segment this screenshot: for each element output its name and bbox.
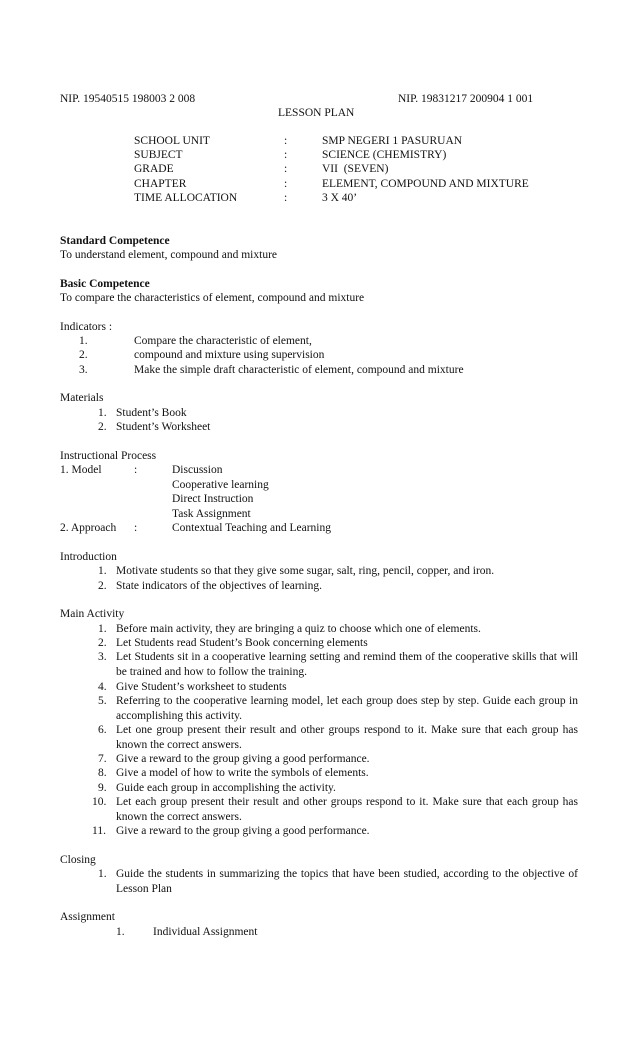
main-num: 8. [98,767,107,779]
model-item: Direct Instruction [172,493,254,505]
info-sep: : [284,135,288,147]
main-text: Give a model of how to write the symbols of elements. [116,767,369,779]
indicator-num: 3. [79,364,88,376]
main-num: 5. [98,695,107,707]
page-title: LESSON PLAN [278,107,355,119]
main-text: Give Student’s worksheet to students [116,681,287,693]
info-value-chapter: ELEMENT, COMPOUND AND MIXTURE [322,178,529,190]
intro-num: 1. [98,565,107,577]
basic-heading: Basic Competence [60,278,150,290]
closing-text: Guide the students in summarizing the topics that have been studied, according to the objective of Lesson Plan [116,868,578,895]
indicator-num: 1. [79,335,88,347]
main-num: 2. [98,637,107,649]
info-sep: : [284,178,288,190]
info-sep: : [284,192,288,204]
info-value-school-unit: SMP NEGERI 1 PASURUAN [322,135,463,147]
assignment-num: 1. [116,926,125,938]
closing-heading: Closing [60,854,96,866]
main-text: Let Students read Student’s Book concerning elements [116,637,368,649]
approach-value: Contextual Teaching and Learning [172,522,331,534]
model-item: Task Assignment [172,508,251,520]
nip-right: NIP. 19831217 200904 1 001 [398,93,534,105]
model-item: Discussion [172,464,223,476]
materials-heading: Materials [60,392,104,404]
main-text: Give a reward to the group giving a good performance. [116,753,370,765]
indicators-heading: Indicators : [60,321,113,333]
main-text: Let each group present their result and other groups respond to it. Make sure that each group has known the correct answers. [116,796,578,823]
closing-num: 1. [98,868,107,880]
indicator-text: compound and mixture using supervision [134,349,325,361]
nip-left: NIP. 19540515 198003 2 008 [60,93,196,105]
standard-text: To understand element, compound and mixture [60,249,278,261]
material-num: 1. [98,407,107,419]
main-num: 7. [98,753,107,765]
main-text: Guide each group in accomplishing the activity. [116,782,336,794]
model-label: 1. Model [60,464,102,476]
main-num: 1. [98,623,107,635]
intro-num: 2. [98,580,107,592]
main-text: Let one group present their result and other groups respond to it. Make sure that each group has known the correct answers. [116,724,578,751]
assignment-heading: Assignment [60,911,115,923]
info-value-time-allocation: 3 X 40’ [322,192,358,204]
info-label-subject: SUBJECT [134,149,183,161]
assignment-text: Individual Assignment [153,926,258,938]
indicator-text: Make the simple draft characteristic of element, compound and mixture [134,364,464,376]
main-text: Give a reward to the group giving a good performance. [116,825,370,837]
main-num: 4. [98,681,107,693]
material-num: 2. [98,421,107,433]
standard-heading: Standard Competence [60,235,170,247]
introduction-heading: Introduction [60,551,117,563]
main-heading: Main Activity [60,608,125,620]
basic-text: To compare the characteristics of element, compound and mixture [60,292,365,304]
intro-text: Motivate students so that they give some sugar, salt, ring, pencil, copper, and iron. [116,565,495,577]
material-text: Student’s Book [116,407,187,419]
main-num: 10. [92,796,107,808]
main-text: Before main activity, they are bringing a quiz to choose which one of elements. [116,623,481,635]
model-sep: : [134,464,138,476]
instructional-heading: Instructional Process [60,450,157,462]
material-text: Student’s Worksheet [116,421,211,433]
info-label-chapter: CHAPTER [134,178,187,190]
info-sep: : [284,163,288,175]
info-sep: : [284,149,288,161]
indicator-num: 2. [79,349,88,361]
main-num: 6. [98,724,107,736]
main-text: Let Students sit in a cooperative learning setting and remind them of the cooperative skills that will be trained and how to follow the training. [116,651,578,678]
indicator-text: Compare the characteristic of element, [134,335,312,347]
main-num: 3. [98,651,107,663]
model-item: Cooperative learning [172,479,269,491]
intro-text: State indicators of the objectives of learning. [116,580,322,592]
main-text: Referring to the cooperative learning model, let each group does step by step. Guide each group in accomplishing this activity. [116,695,578,722]
approach-label: 2. Approach [60,522,117,534]
info-label-grade: GRADE [134,163,174,175]
info-label-time-allocation: TIME ALLOCATION [134,192,238,204]
main-num: 11. [92,825,106,837]
approach-sep: : [134,522,138,534]
info-value-subject: SCIENCE (CHEMISTRY) [322,149,447,161]
info-value-grade: VII (SEVEN) [322,163,389,175]
info-label-school-unit: SCHOOL UNIT [134,135,210,147]
main-num: 9. [98,782,107,794]
